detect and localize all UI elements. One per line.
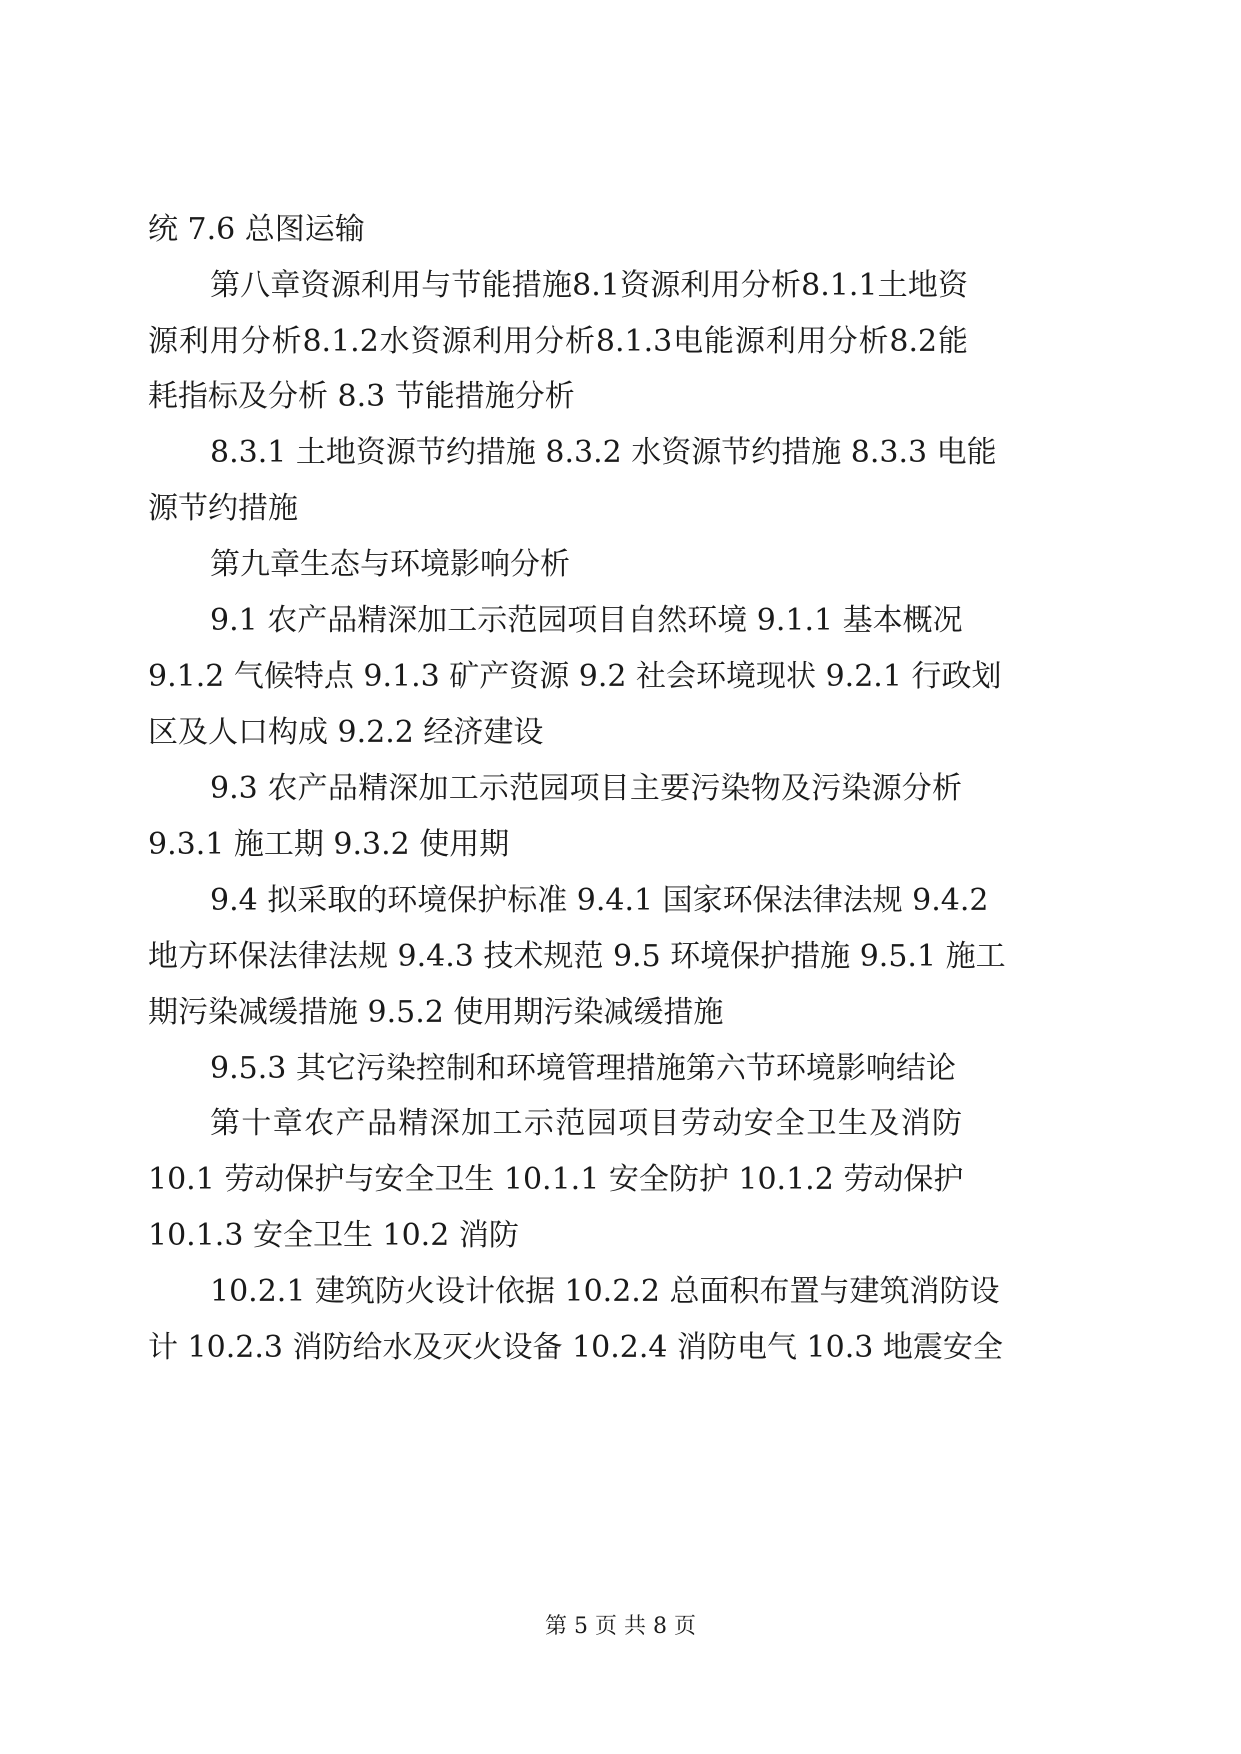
text-line: 源节约措施 (148, 491, 298, 526)
text-line: 源利用分析8.1.2水资源利用分析8.1.3电能源利用分析8.2能 (148, 324, 968, 359)
text-line: 耗指标及分析 8.3 节能措施分析 (148, 379, 575, 414)
text-line: 期污染减缓措施 9.5.2 使用期污染减缓措施 (148, 995, 724, 1030)
text-line: 10.1.3 安全卫生 10.2 消防 (148, 1218, 519, 1253)
text-line: 第九章生态与环境影响分析 (210, 547, 570, 582)
text-line: 地方环保法律法规 9.4.3 技术规范 9.5 环境保护措施 9.5.1 施工 (148, 939, 1006, 974)
text-line: 9.3.1 施工期 9.3.2 使用期 (148, 827, 510, 862)
text-line: 9.4 拟采取的环境保护标准 9.4.1 国家环保法律法规 9.4.2 (210, 883, 989, 918)
text-line: 10.2.1 建筑防火设计依据 10.2.2 总面积布置与建筑消防设 (210, 1274, 1000, 1309)
text-line: 9.1.2 气候特点 9.1.3 矿产资源 9.2 社会环境现状 9.2.1 行政划 (148, 659, 1002, 694)
text-line: 计 10.2.3 消防给水及灭火设备 10.2.4 消防电气 10.3 地震安全 (148, 1330, 1003, 1365)
text-line: 10.1 劳动保护与安全卫生 10.1.1 安全防护 10.1.2 劳动保护 (148, 1162, 964, 1197)
page-footer: 第 5 页 共 8 页 (545, 1614, 696, 1639)
text-line: 9.1 农产品精深加工示范园项目自然环境 9.1.1 基本概况 (210, 603, 963, 638)
text-line: 第八章资源利用与节能措施8.1资源利用分析8.1.1土地资 (210, 268, 968, 303)
text-line: 9.5.3 其它污染控制和环境管理措施第六节环境影响结论 (210, 1051, 956, 1086)
text-line: 9.3 农产品精深加工示范园项目主要污染物及污染源分析 (210, 771, 962, 806)
text-line: 第十章农产品精深加工示范园项目劳动安全卫生及消防 (210, 1106, 962, 1141)
text-line: 统 7.6 总图运输 (148, 212, 365, 247)
text-line: 8.3.1 土地资源节约措施 8.3.2 水资源节约措施 8.3.3 电能 (210, 435, 997, 470)
text-line: 区及人口构成 9.2.2 经济建设 (148, 715, 544, 750)
